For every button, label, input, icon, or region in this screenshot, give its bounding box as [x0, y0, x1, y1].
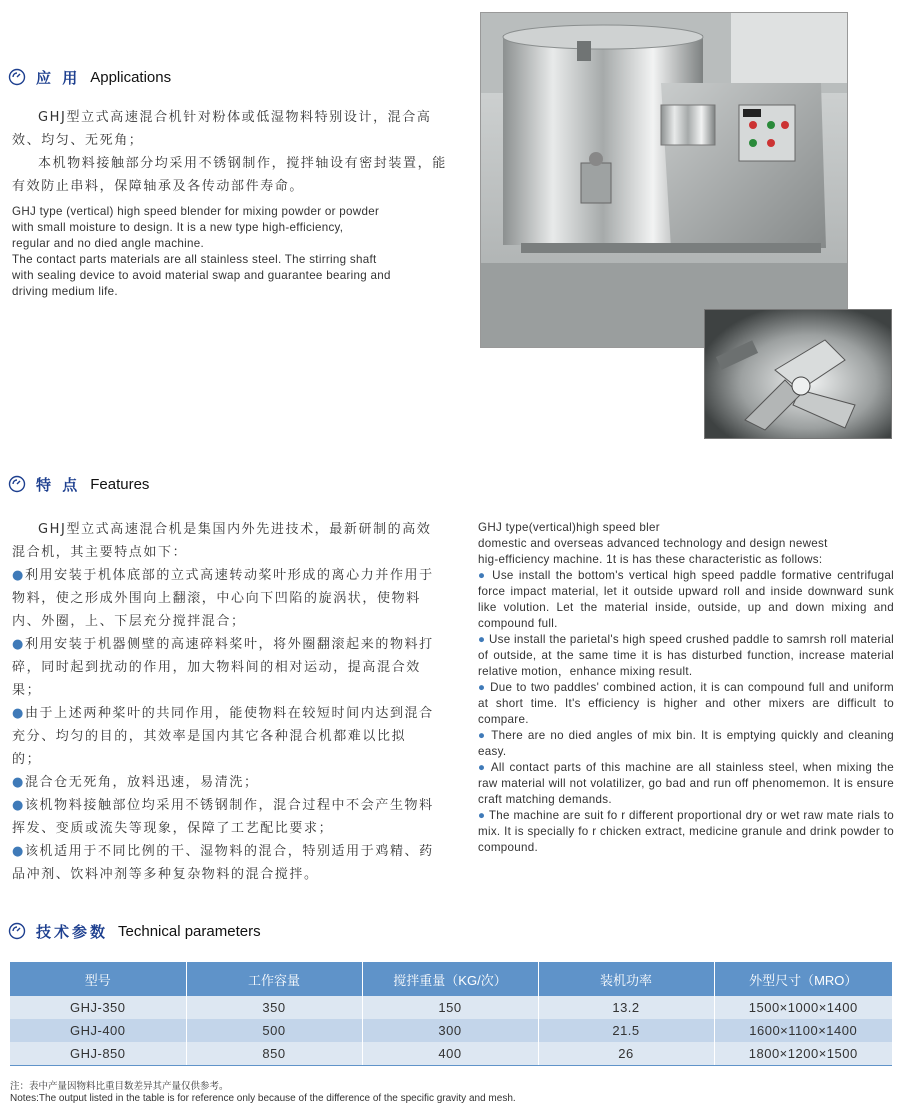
table-row — [10, 1042, 892, 1065]
bullet-icon: ● — [478, 633, 486, 646]
features-en-text — [478, 520, 894, 856]
table-note-zh: 注：表中产量因物料比重目数差异其产量仅供参考。 — [10, 1081, 229, 1092]
table-row — [10, 1019, 892, 1042]
table-cell: 1600×1100×1400 — [714, 1019, 892, 1042]
table-cell: GHJ-400 — [10, 1019, 186, 1042]
features-zh-item: ●由于上述两种桨叶的共同作用，能使物料在较短时间内达到混合充分、均匀的目的，其效率是国内其它各种混合机都难以比拟的； — [12, 706, 434, 767]
bullet-icon: ● — [12, 775, 25, 790]
applications-en-line: regular and no died angle machine. — [12, 237, 204, 250]
table-cell: 300 — [362, 1019, 538, 1042]
features-zh-intro: GHJ型立式高速混合机是集国内外先进技术，最新研制的高效混合机，其主要特点如下： — [12, 522, 432, 560]
section-circle-icon — [8, 922, 26, 940]
section-circle-icon — [8, 475, 26, 493]
features-en-item: ● There are no died angles of mix bin. It is emptying quickly and cleaning easy. — [478, 729, 895, 758]
header-mixing-weight: 搅拌重量（KG/次） — [362, 962, 538, 996]
applications-en-text — [12, 204, 454, 300]
header-model: 型号 — [10, 962, 186, 996]
features-zh-item: ●该机物料接触部位均采用不锈钢制作，混合过程中不会产生物料挥发、变质或流失等现象，保障了工艺配比要求； — [12, 798, 434, 836]
table-cell: 1500×1000×1400 — [714, 996, 892, 1019]
table-cell: GHJ-350 — [10, 996, 186, 1019]
applications-en-line: GHJ type (vertical) high speed blender for mixing powder or powder — [12, 205, 380, 218]
table-cell: 21.5 — [538, 1019, 714, 1042]
technical-title-en: Technical parameters — [118, 922, 261, 940]
bullet-icon: ● — [478, 729, 487, 742]
features-heading — [8, 473, 149, 495]
features-en-item: ● Use install the bottom's vertical high speed paddle formative centrifugal force impact material, let it outside upward roll and inside downward sunk like volution. Let the material inside, outside, up and down mixing and compound full. — [478, 569, 894, 630]
paddle-detail-photo — [704, 309, 892, 439]
features-zh-text — [12, 518, 434, 886]
table-header-row — [10, 962, 892, 996]
table-cell: 26 — [538, 1042, 714, 1065]
parameters-table — [10, 962, 892, 1066]
applications-title-zh: 应 用 — [36, 68, 81, 87]
applications-en-line: The contact parts materials are all stainless steel. The stirring shaft — [12, 253, 377, 266]
applications-zh-para: GHJ型立式高速混合机针对粉体或低湿物料特别设计，混合高效、均匀、无死角； — [12, 110, 432, 148]
applications-en-line: with sealing device to avoid material swap and guarantee bearing and — [12, 269, 391, 282]
features-zh-item: ●利用安装于机器侧壁的高速碎料桨叶，将外圈翻滚起来的物料打碎，同时起到扰动的作用，加大物料间的相对运动，提高混合效果； — [12, 637, 434, 698]
features-title-zh: 特 点 — [36, 475, 81, 494]
features-zh-item: ●利用安装于机体底部的立式高速转动桨叶形成的离心力并作用于物料，使之形成外围向上翻滚，中心向下凹陷的旋涡状，使物料内、外圈，上、下层充分搅拌混合； — [12, 568, 434, 629]
features-en-intro-line: hig-efficiency machine. 1t is has these characteristic as follows: — [478, 553, 823, 566]
table-cell: 850 — [186, 1042, 362, 1065]
applications-en-line: with small moisture to design. It is a new type high-efficiency, — [12, 221, 344, 234]
table-row — [10, 996, 892, 1019]
table-cell: 13.2 — [538, 996, 714, 1019]
features-en-item: ● The machine are suit fo r different proportional dry or wet raw mate rials to mix. It is specially fo r chicken extract, medicine granule and drink powder to compound. — [478, 809, 895, 854]
table-cell: 150 — [362, 996, 538, 1019]
machine-photo — [480, 12, 848, 348]
features-en-intro-line: domestic and overseas advanced technology and design newest — [478, 537, 828, 550]
technical-heading — [8, 920, 261, 942]
bullet-icon: ● — [478, 809, 486, 822]
table-note-en: Notes:The output listed in the table is for reference only because of the difference of the specific gravity and mesh. — [10, 1093, 516, 1104]
features-zh-item: ●混合仓无死角，放料迅速，易清洗； — [12, 775, 259, 790]
bullet-icon: ● — [12, 798, 25, 813]
section-circle-icon — [8, 68, 26, 86]
table-cell: GHJ-850 — [10, 1042, 186, 1065]
bullet-icon: ● — [12, 844, 25, 859]
bullet-icon: ● — [478, 569, 487, 582]
features-zh-item: ●该机适用于不同比例的干、湿物料的混合，特别适用于鸡精、药品冲剂、饮料冲剂等多种复杂物料的混合搅拌。 — [12, 844, 434, 882]
applications-heading — [8, 66, 171, 88]
bullet-icon: ● — [12, 706, 25, 721]
features-en-item: ● Use install the parietal's high speed crushed paddle to samrsh roll material of outside, at the same time it is has disturbed function, increase material relative motion，enhance mixing result. — [478, 633, 894, 678]
applications-en-line: driving medium life. — [12, 285, 118, 298]
features-en-item: ● Due to two paddles' combined action, it is can compound full and uniform at short time. It's efficiency is higher and other mixers are difficult to compare. — [478, 681, 894, 726]
applications-zh-para: 本机物料接触部分均采用不锈钢制作，搅拌轴设有密封装置，能有效防止串料，保障轴承及各传动部件寿命。 — [12, 156, 447, 194]
header-capacity: 工作容量 — [186, 962, 362, 996]
features-en-item: ● All contact parts of this machine are all stainless steel, when mixing the raw material will not volatilizer, go bad and run off phenomemon. It is ensure craft matching demands. — [478, 761, 894, 806]
header-power: 装机功率 — [538, 962, 714, 996]
bullet-icon: ● — [478, 681, 486, 694]
applications-title-en: Applications — [90, 68, 172, 86]
table-cell: 1800×1200×1500 — [714, 1042, 892, 1065]
bullet-icon: ● — [12, 637, 25, 652]
technical-title-zh: 技术参数 — [36, 922, 109, 941]
header-dimensions: 外型尺寸（MRO） — [714, 962, 892, 996]
bullet-icon: ● — [478, 761, 487, 774]
table-cell: 350 — [186, 996, 362, 1019]
table-cell: 400 — [362, 1042, 538, 1065]
features-en-intro-line: GHJ type(vertical)high speed bler — [478, 521, 660, 534]
bullet-icon: ● — [12, 568, 25, 583]
table-cell: 500 — [186, 1019, 362, 1042]
features-title-en: Features — [90, 475, 150, 493]
applications-zh-text — [12, 106, 454, 198]
